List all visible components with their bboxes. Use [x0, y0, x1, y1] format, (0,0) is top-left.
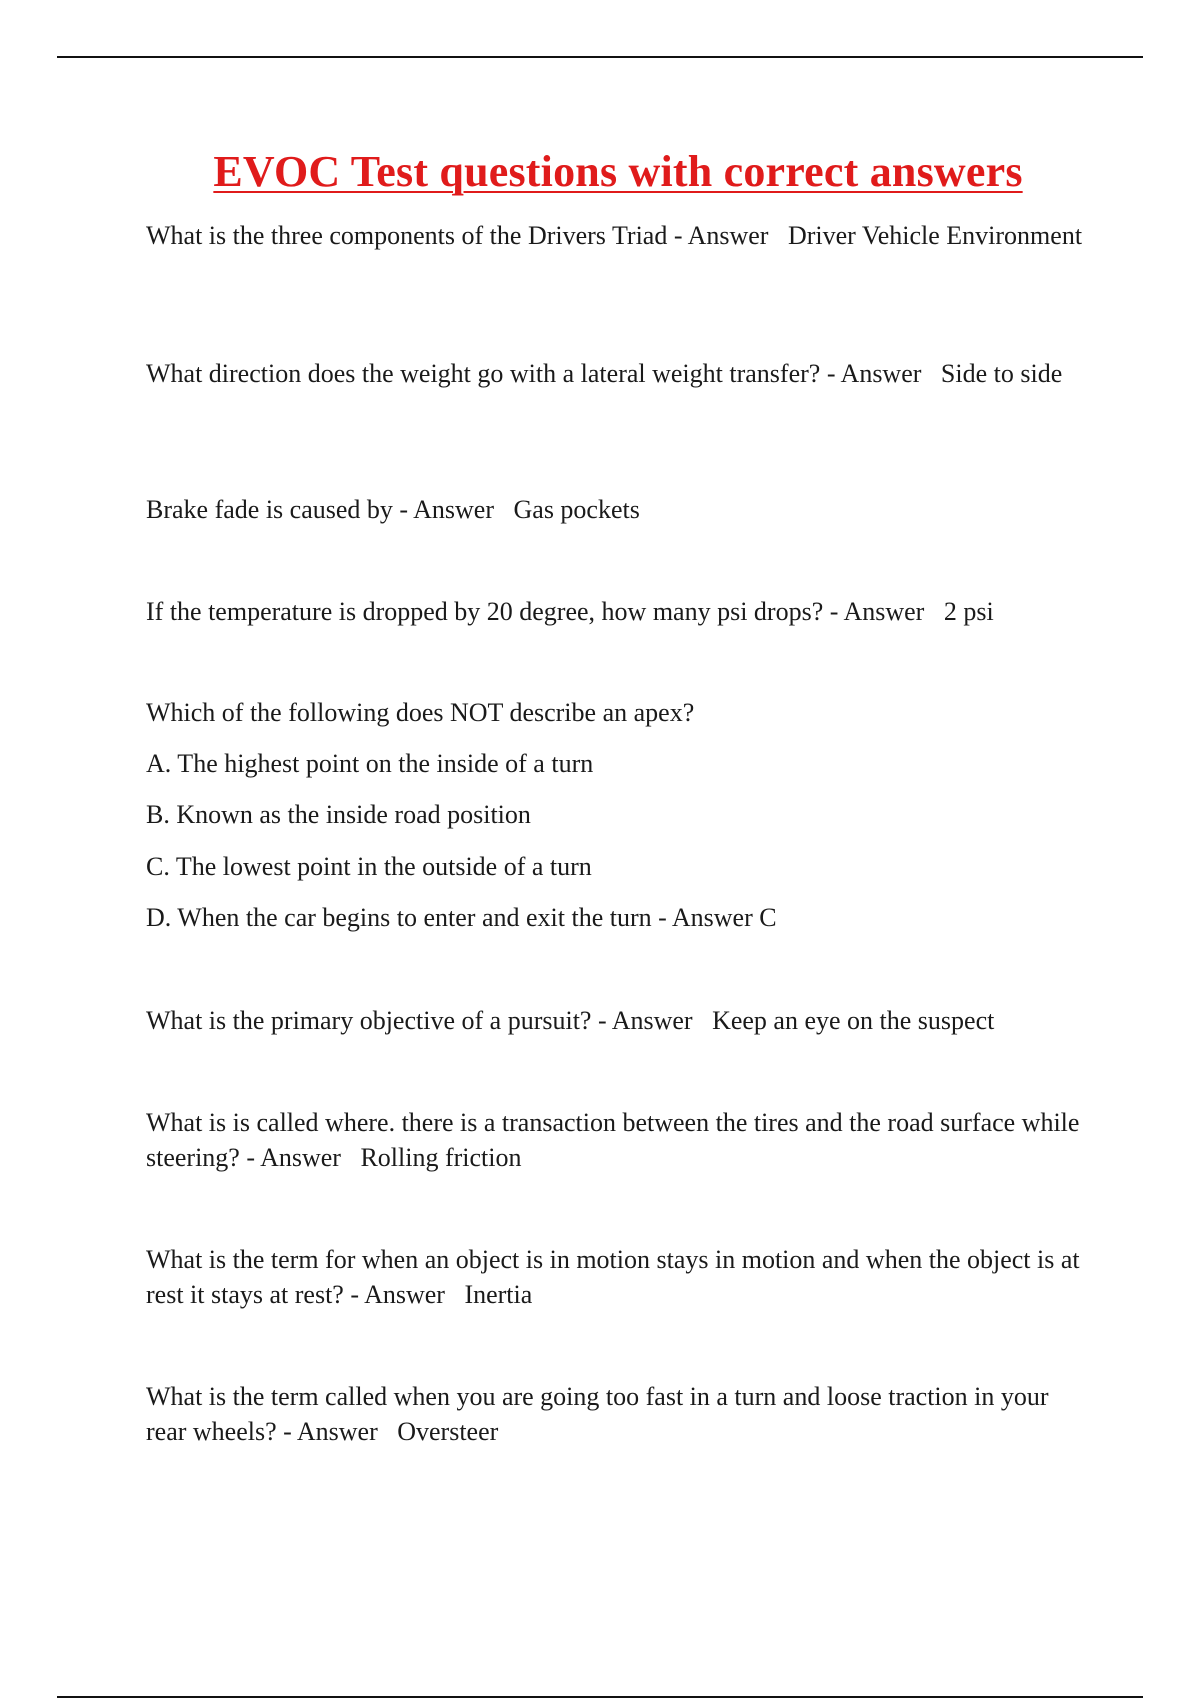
qa-item-7: [146, 1105, 1086, 1175]
answer-label: - Answer: [350, 1280, 445, 1309]
qa-item-1: [146, 218, 1086, 253]
question-text: Brake fade is caused by: [146, 495, 393, 524]
qa-item-4: [146, 594, 1086, 629]
question-text: If the temperature is dropped by 20 degree, how many psi drops?: [146, 597, 824, 626]
option-c: C. The lowest point in the outside of a turn: [146, 852, 592, 881]
qa-item-8: [146, 1242, 1086, 1312]
answer-text: Gas pockets: [513, 495, 640, 524]
answer-label: - Answer: [597, 1006, 693, 1035]
answer-text: Rolling friction: [360, 1143, 522, 1172]
footer-rule: [57, 1696, 1143, 1698]
option-d: [146, 900, 1086, 935]
qa-item-5-question: [146, 695, 1086, 730]
question-text: Which of the following does NOT describe an apex?: [146, 698, 695, 727]
answer-text: C: [759, 903, 777, 932]
option-b: B. Known as the inside road position: [146, 800, 531, 829]
option-d-text: D. When the car begins to enter and exit the turn: [146, 903, 652, 932]
answer-text: Oversteer: [397, 1417, 499, 1446]
question-text: What is the three components of the Drivers Triad: [146, 221, 668, 250]
qa-item-3: [146, 492, 1086, 527]
question-text: What is the term called when you are going too fast in a turn and loose traction in your rear wheels?: [146, 1382, 1049, 1446]
answer-label: - Answer: [673, 221, 769, 250]
answer-label: - Answer: [283, 1417, 378, 1446]
qa-item-6: [146, 1003, 1086, 1038]
header-rule: [57, 56, 1143, 58]
answer-label: - Answer: [399, 495, 494, 524]
answer-label: - Answer: [829, 597, 925, 626]
document-title: EVOC Test questions with correct answers: [213, 147, 1023, 196]
question-text: What direction does the weight go with a lateral weight transfer?: [146, 359, 821, 388]
answer-label: - Answer: [658, 903, 753, 932]
answer-text: Inertia: [464, 1280, 533, 1309]
qa-item-9: [146, 1379, 1086, 1449]
answer-text: Keep an eye on the suspect: [712, 1006, 995, 1035]
answer-label: - Answer: [246, 1143, 341, 1172]
question-text: What is the term for when an object is in motion stays in motion and when the object is at rest it stays at rest?: [146, 1245, 1080, 1309]
question-text: What is is called where. there is a transaction between the tires and the road surface while steering?: [146, 1108, 1080, 1172]
qa-item-2: [146, 356, 1086, 391]
answer-text: Driver Vehicle Environment: [787, 221, 1083, 250]
option-a: A. The highest point on the inside of a turn: [146, 749, 594, 778]
answer-label: - Answer: [826, 359, 922, 388]
answer-text: Side to side: [940, 359, 1063, 388]
answer-text: 2 psi: [943, 597, 994, 626]
question-text: What is the primary objective of a pursuit?: [146, 1006, 592, 1035]
